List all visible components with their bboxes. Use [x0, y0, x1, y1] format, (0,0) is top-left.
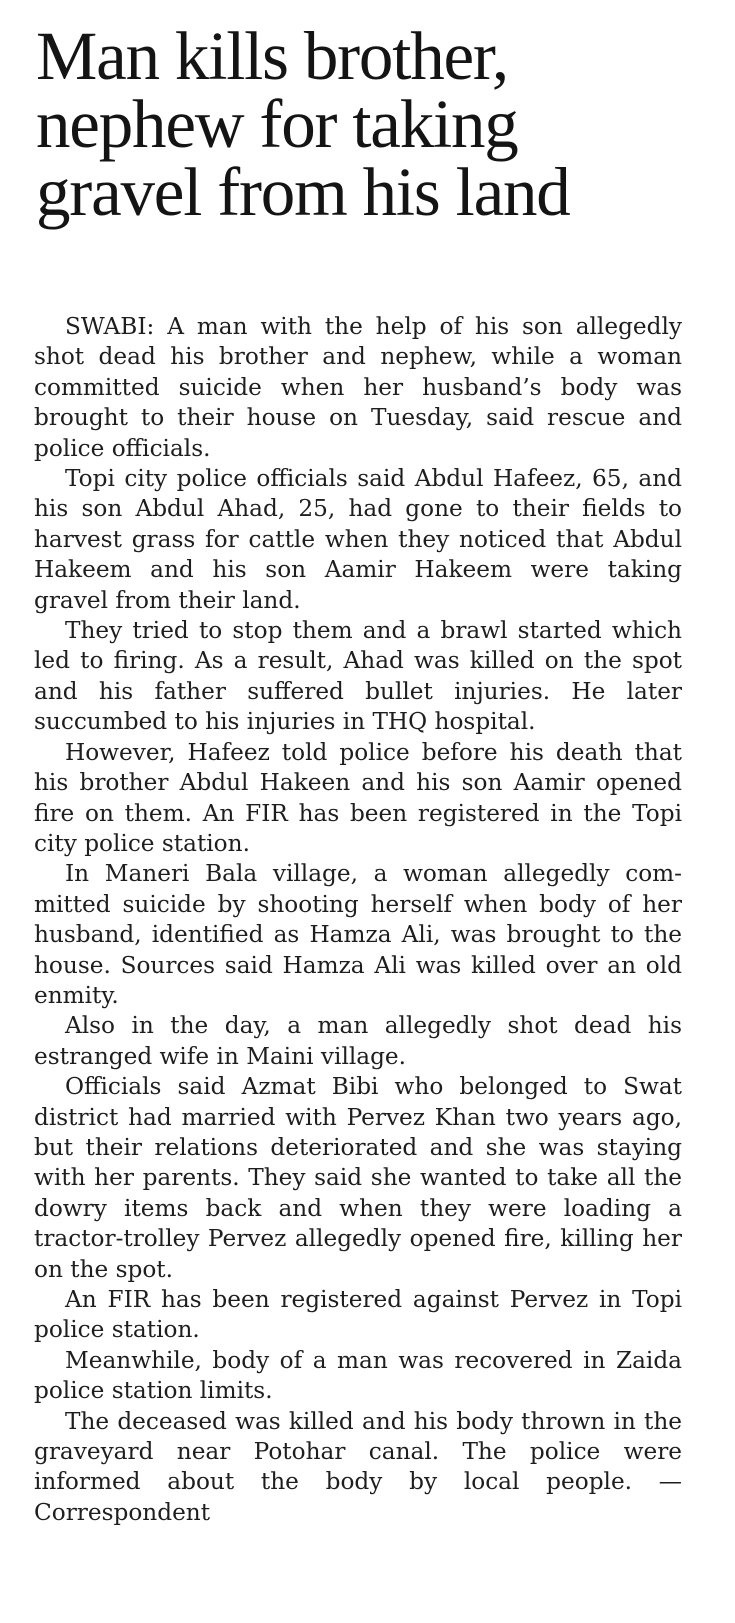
article-paragraph: The deceased was killed and his body thrown in the graveyard near Potohar canal. The police were informed about the body by local people. — Correspondent	[34, 1407, 682, 1526]
article-paragraph: In Maneri Bala village, a woman allegedly committed suicide by shooting herself when body of her husband, identified as Hamza Ali, was brought to the house. Sources said Hamza Ali was killed over an old enmity.	[34, 860, 682, 1009]
article-paragraph: Meanwhile, body of a man was recovered in Zaida police station limits.	[34, 1346, 682, 1405]
headline	[36, 18, 705, 230]
article-paragraph: Topi city police officials said Abdul Hafeez, 65, and his son Abdul Ahad, 25, had gone to their fields to harvest grass for cattle when they noticed that Abdul Hakeem and his son Aamir Hakeem were taking gravel from their land.	[34, 465, 682, 614]
article-paragraph: An FIR has been registered against Pervez in Topi police station.	[34, 1286, 682, 1344]
article-paragraph: They tried to stop them and a brawl started which led to firing. As a result, Ahad was killed on the spot and his father suffered bullet injuries. He later succumbed to his injuries in THQ hospital.	[34, 617, 682, 736]
headline-line: nephew for taking	[36, 86, 518, 162]
article-paragraph: SWABI: A man with the help of his son allegedly shot dead his brother and nephew, while a woman committed suicide when her husband’s body was brought to their house on Tuesday, said rescue and police officials.	[34, 313, 682, 462]
article-paragraph: However, Hafeez told police before his death that his brother Abdul Hakeen and his son Aamir opened fire on them. An FIR has been registered in the Topi city police station.	[34, 738, 682, 857]
headline-line: gravel from his land	[36, 154, 570, 230]
article-paragraph: Also in the day, a man allegedly shot dead his estranged wife in Maini village.	[34, 1012, 682, 1070]
article-body	[34, 312, 682, 1528]
article-paragraph: Officials said Azmat Bibi who belonged to Swat district had married with Pervez Khan two years ago, but their relations deteriorated and she was staying with her parents. They said she wanted to take all the dowry items back and when they were loading a tractor-trolley Pervez allegedly opened fire, killing her on the spot.	[34, 1073, 682, 1283]
headline-line: Man kills brother,	[36, 18, 508, 94]
